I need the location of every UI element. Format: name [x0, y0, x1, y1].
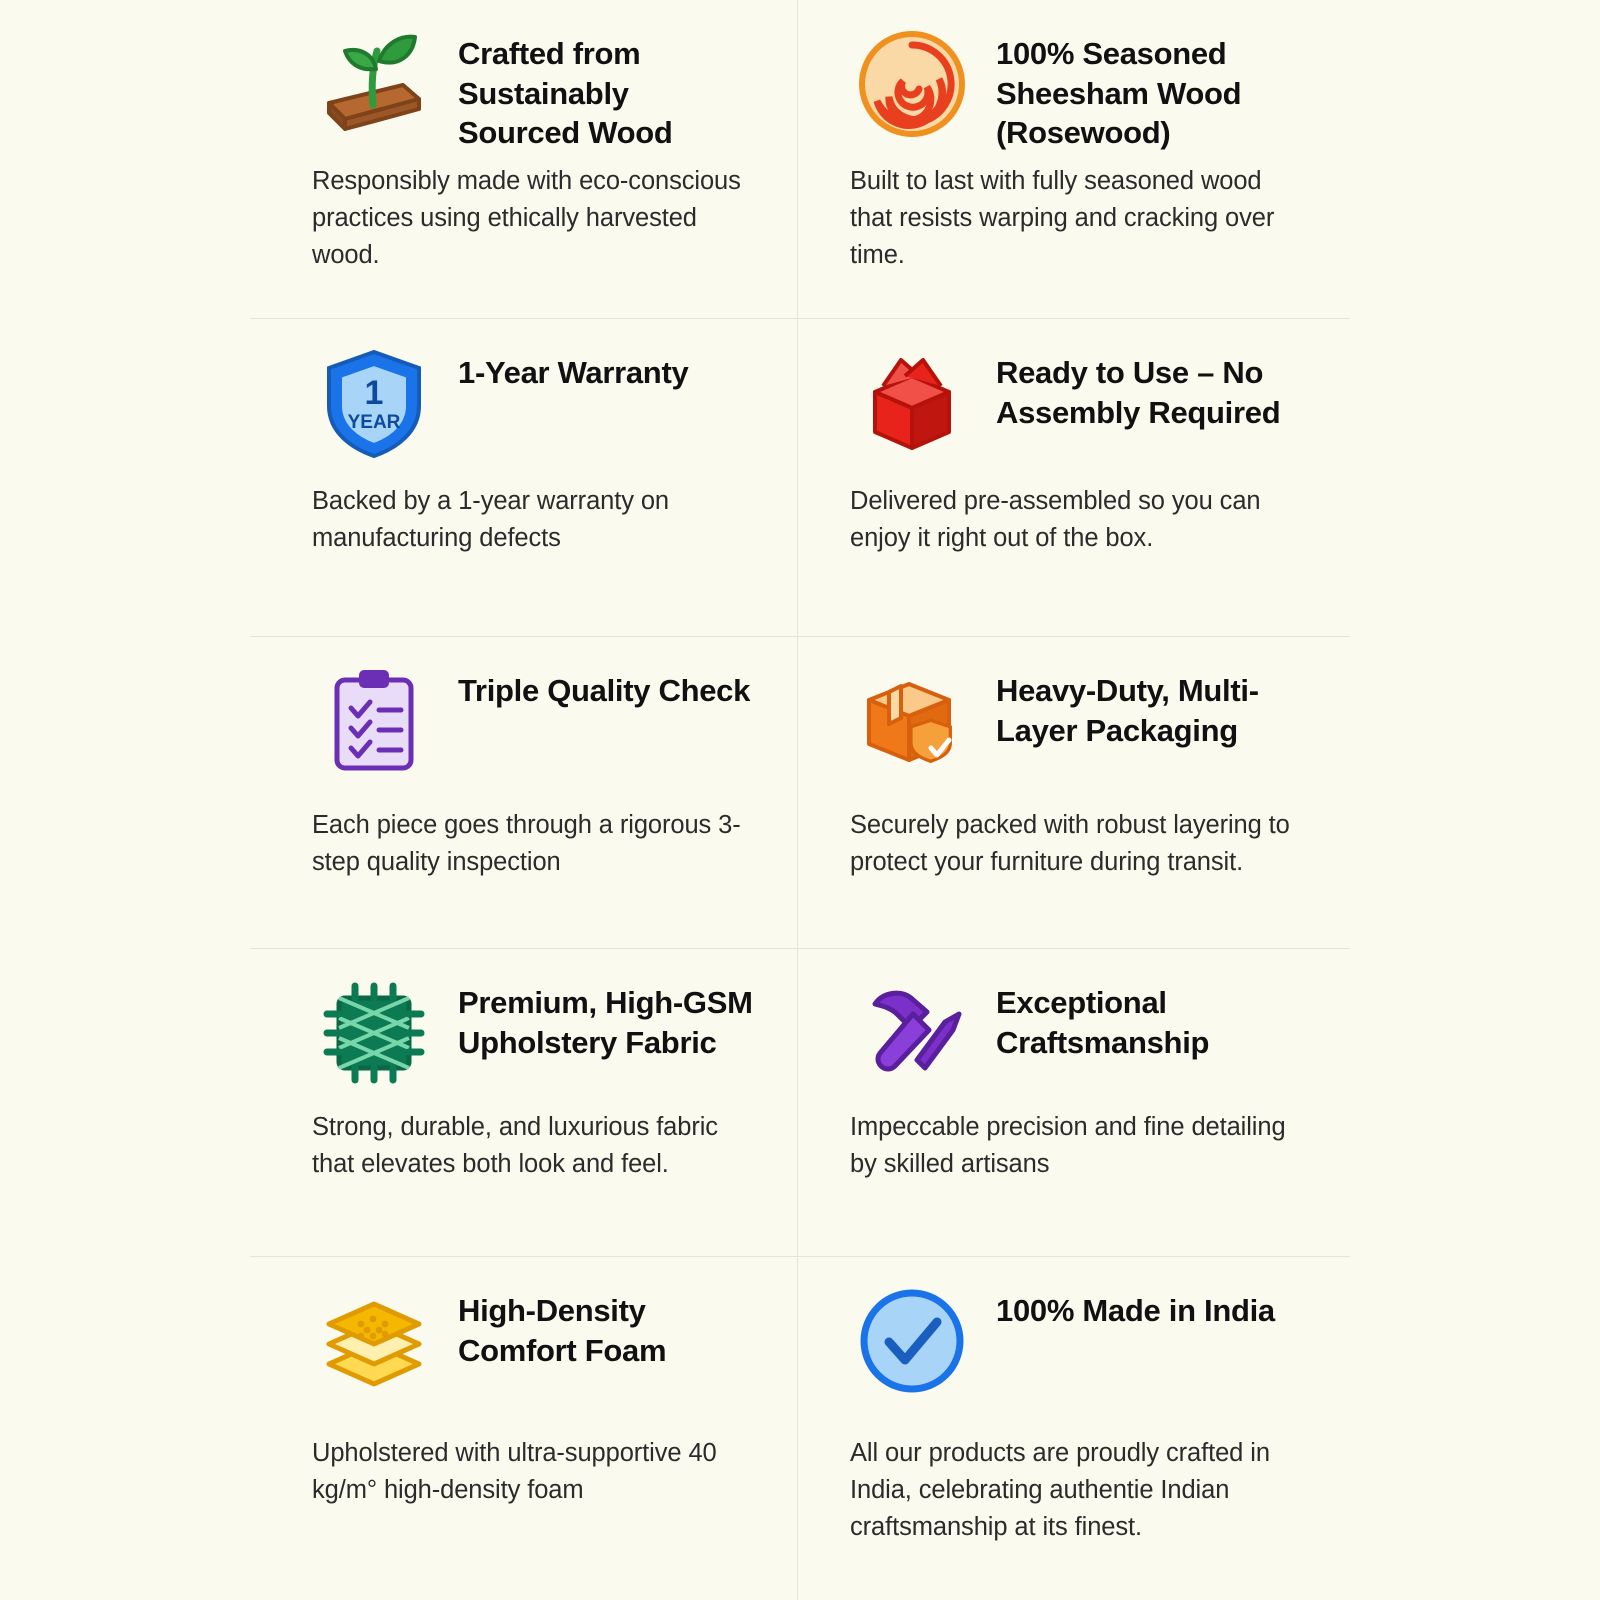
feature-header [850, 22, 1306, 153]
feature-header [312, 22, 753, 153]
shipping-box-shield-icon [850, 659, 974, 783]
feature-card-warranty [250, 318, 798, 636]
warranty-badge-number: 1 [364, 374, 384, 412]
check-circle-icon [850, 1279, 974, 1403]
feature-description: Each piece goes through a rigorous 3-step quality inspection [312, 811, 741, 876]
feature-description: Upholstered with ultra-supportive 40 kg/m° high-density foam [312, 1439, 717, 1504]
feature-title: 1-Year Warranty [458, 355, 689, 390]
feature-header [312, 1279, 753, 1403]
feature-header [312, 341, 753, 465]
feature-card-ready-to-use [798, 318, 1350, 636]
feature-description: Impeccable precision and fine detailing by skilled artisans [850, 1113, 1286, 1178]
feature-description: Strong, durable, and luxurious fabric that elevates both look and feel. [312, 1113, 718, 1178]
feature-description: Securely packed with robust layering to protect your furniture during transit. [850, 811, 1290, 876]
feature-title: Premium, High-GSM Upholstery Fabric [458, 985, 753, 1060]
feature-header [312, 659, 753, 783]
feature-header [850, 1279, 1306, 1403]
feature-title: High-Density Comfort Foam [458, 1293, 667, 1368]
feature-description: Responsibly made with eco-conscious practices using ethically harvested wood. [312, 167, 741, 269]
feature-title: 100% Made in India [996, 1293, 1275, 1328]
feature-header [850, 659, 1306, 783]
wood-plank-leaf-icon [312, 22, 436, 146]
feature-title: Exceptional Craftsmanship [996, 985, 1210, 1060]
foam-layers-icon [312, 1279, 436, 1403]
wood-grain-spiral-icon [850, 22, 974, 146]
feature-header [312, 971, 753, 1095]
feature-grid [250, 0, 1350, 1600]
feature-description: Built to last with fully seasoned wood that resists warping and cracking over time. [850, 167, 1275, 269]
feature-title: Crafted from Sustainably Sourced Wood [458, 36, 673, 151]
feature-title: Triple Quality Check [458, 673, 751, 708]
feature-card-seasoned-sheesham [798, 0, 1350, 318]
feature-card-quality-check [250, 636, 798, 948]
feature-card-upholstery-fabric [250, 948, 798, 1256]
feature-description: Backed by a 1-year warranty on manufacturing defects [312, 487, 670, 552]
warranty-shield-icon [312, 341, 436, 465]
feature-card-sustainable-wood [250, 0, 798, 318]
open-box-icon [850, 341, 974, 465]
warranty-badge-label: YEAR [347, 412, 401, 433]
feature-description: Delivered pre-assembled so you can enjoy it right out of the box. [850, 487, 1261, 552]
clipboard-checklist-icon [312, 659, 436, 783]
fabric-swatch-icon [312, 971, 436, 1095]
feature-card-packaging [798, 636, 1350, 948]
hammer-nail-icon [850, 971, 974, 1095]
feature-title: 100% Seasoned Sheesham Wood (Rosewood) [996, 36, 1242, 151]
feature-card-comfort-foam [250, 1256, 798, 1600]
feature-card-made-in-india [798, 1256, 1350, 1600]
feature-card-craftsmanship [798, 948, 1350, 1256]
feature-header [850, 341, 1306, 465]
feature-title: Heavy-Duty, Multi-Layer Packaging [996, 673, 1259, 748]
feature-description: All our products are proudly crafted in India, celebrating authentie Indian craftsmanship at its finest. [850, 1439, 1270, 1541]
feature-header [850, 971, 1306, 1095]
feature-title: Ready to Use – No Assembly Required [996, 355, 1281, 430]
